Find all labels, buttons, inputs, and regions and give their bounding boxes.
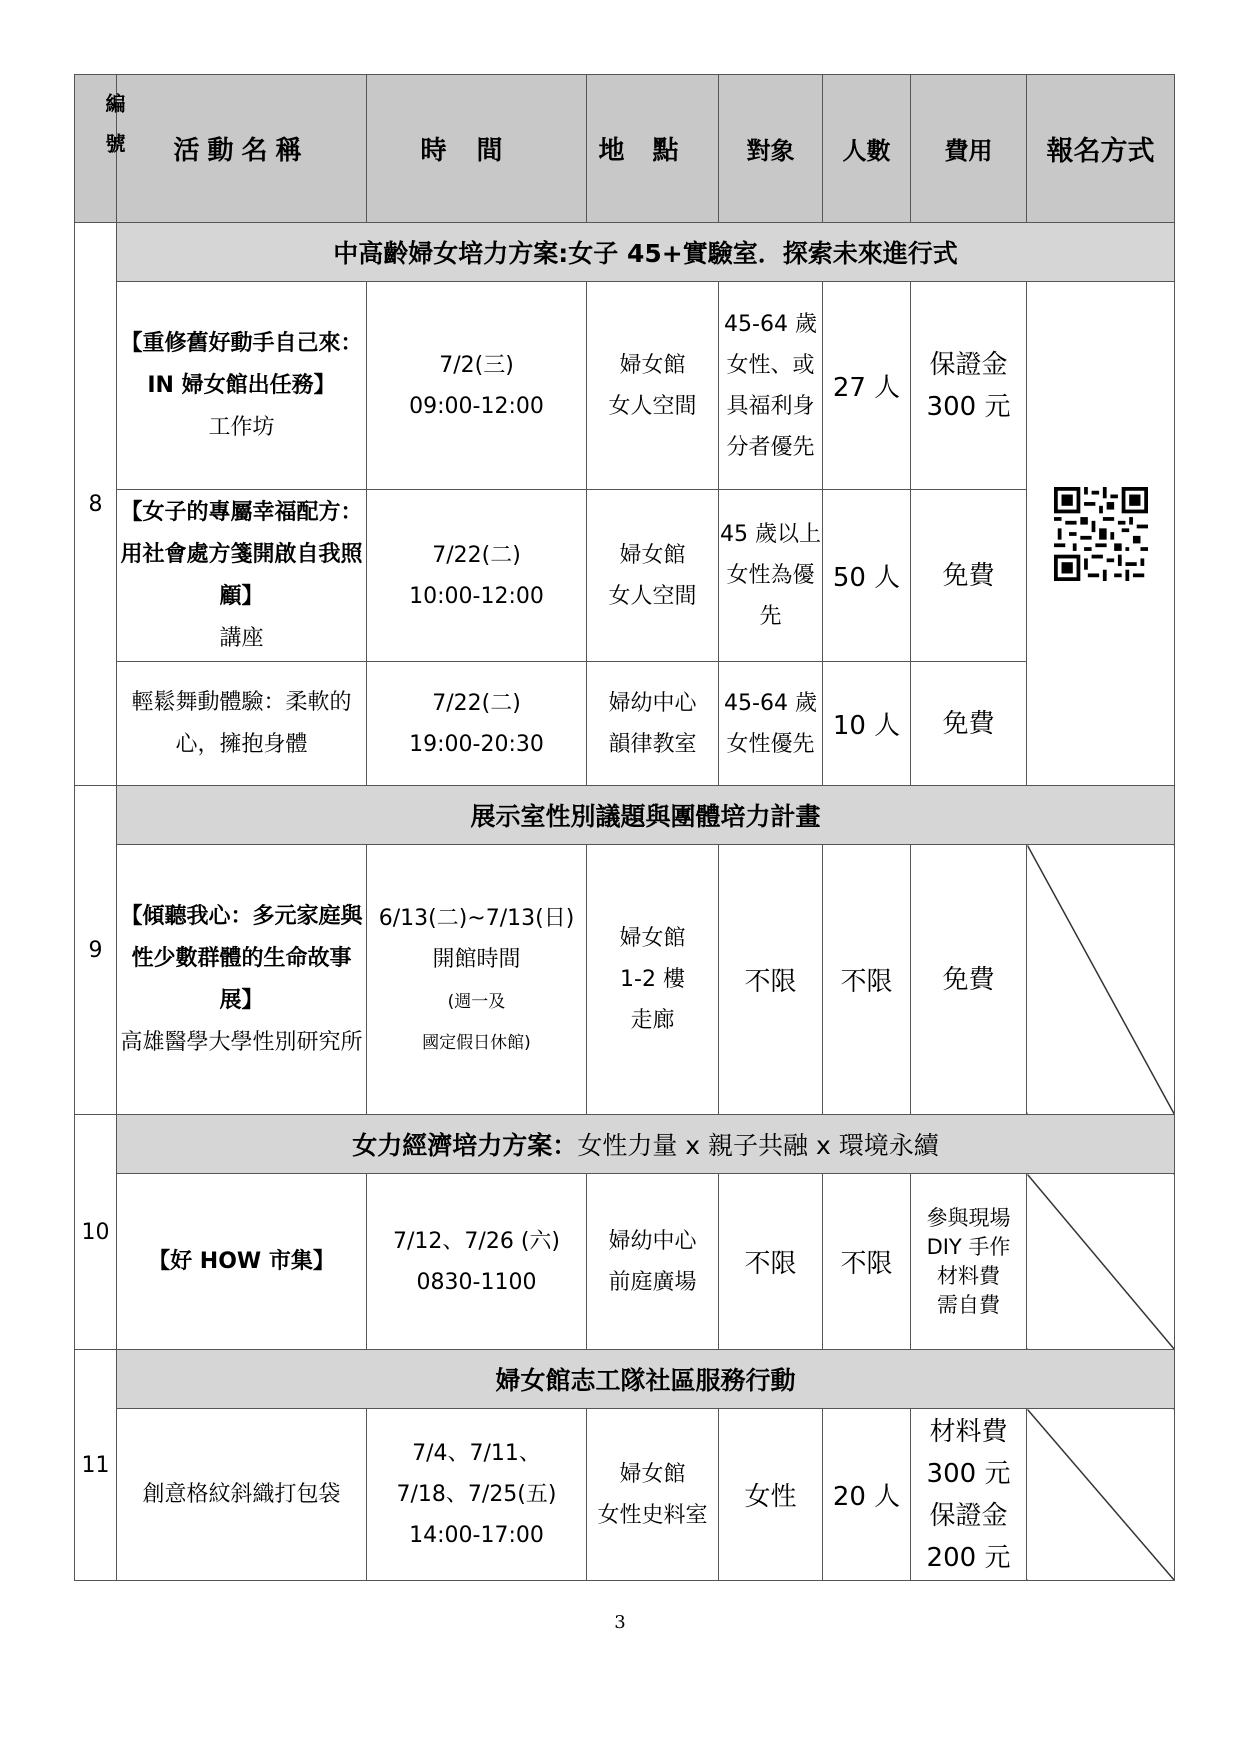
activity-time: 7/4、7/11、 7/18、7/25(五) 14:00-17:00 [367, 1409, 587, 1581]
activity-count: 10 人 [823, 662, 911, 786]
activity-target: 不限 [719, 1174, 823, 1350]
activity-count: 不限 [823, 845, 911, 1115]
qr-code-icon[interactable] [1054, 487, 1148, 581]
activity-name: 【女子的專屬幸福配方：用社會處方箋開啟自我照顧】 講座 [117, 490, 367, 662]
table-row [75, 845, 1175, 1115]
signup-cell-empty [1027, 1409, 1175, 1581]
activity-place: 婦女館 女人空間 [587, 490, 719, 662]
activity-name: 【重修舊好動手自己來：IN 婦女館出任務】 工作坊 [117, 282, 367, 490]
header-count: 人數 [823, 75, 911, 223]
section-title: 女力經濟培力方案：女性力量 x 親子共融 x 環境永續 [117, 1115, 1175, 1174]
activity-count: 20 人 [823, 1409, 911, 1581]
activity-count: 27 人 [823, 282, 911, 490]
section-title: 婦女館志工隊社區服務行動 [117, 1350, 1175, 1409]
section-title-row [75, 223, 1175, 282]
section-title-row [75, 786, 1175, 845]
activity-place: 婦女館 女人空間 [587, 282, 719, 490]
header-signup: 報名方式 [1027, 75, 1175, 223]
activity-count: 50 人 [823, 490, 911, 662]
signup-cell-empty [1027, 845, 1175, 1115]
activity-fee: 免費 [911, 845, 1027, 1115]
activity-fee: 材料費 300 元 保證金 200 元 [911, 1409, 1027, 1581]
activity-target: 不限 [719, 845, 823, 1115]
section-title-row [75, 1115, 1175, 1174]
header-target: 對象 [719, 75, 823, 223]
activity-name: 創意格紋斜織打包袋 [117, 1409, 367, 1581]
activity-name: 【傾聽我心：多元家庭與性少數群體的生命故事展】 高雄醫學大學性別研究所 [117, 845, 367, 1115]
activity-time: 7/2(三) 09:00-12:00 [367, 282, 587, 490]
page-number: 3 [614, 1612, 626, 1633]
activity-fee: 免費 [911, 490, 1027, 662]
table-row [75, 662, 1175, 786]
header-place: 地點 [587, 75, 719, 223]
activity-place: 婦女館 女性史料室 [587, 1409, 719, 1581]
header-name: 活動名稱 [117, 75, 367, 223]
header-time: 時間 [367, 75, 587, 223]
activity-fee: 保證金 300 元 [911, 282, 1027, 490]
section-title-row [75, 1350, 1175, 1409]
row-number: 9 [75, 786, 117, 1115]
activity-target: 45-64 歲女性優先 [719, 662, 823, 786]
activity-time: 7/22(二) 19:00-20:30 [367, 662, 587, 786]
section-title: 展示室性別議題與團體培力計畫 [117, 786, 1175, 845]
activity-target: 45 歲以上女性為優先 [719, 490, 823, 662]
activity-schedule-table [74, 74, 1175, 1581]
header-num: 編號 [75, 75, 117, 223]
activity-place: 婦幼中心 韻律教室 [587, 662, 719, 786]
section-title: 中高齡婦女培力方案:女子 45+實驗室．探索未來進行式 [117, 223, 1175, 282]
activity-time: 6/13(二)~7/13(日) 開館時間 (週一及 國定假日休館) [367, 845, 587, 1115]
table-row [75, 1409, 1175, 1581]
activity-fee: 參與現場 DIY 手作 材料費 需自費 [911, 1174, 1027, 1350]
header-row [75, 75, 1175, 223]
activity-target: 女性 [719, 1409, 823, 1581]
signup-cell [1027, 282, 1175, 786]
row-number: 11 [75, 1350, 117, 1581]
activity-time: 7/22(二) 10:00-12:00 [367, 490, 587, 662]
activity-fee: 免費 [911, 662, 1027, 786]
activity-count: 不限 [823, 1174, 911, 1350]
activity-name: 【好 HOW 市集】 [117, 1174, 367, 1350]
table-row [75, 1174, 1175, 1350]
header-fee: 費用 [911, 75, 1027, 223]
table-row [75, 282, 1175, 490]
row-number: 10 [75, 1115, 117, 1350]
activity-place: 婦幼中心 前庭廣場 [587, 1174, 719, 1350]
activity-time: 7/12、7/26 (六) 0830-1100 [367, 1174, 587, 1350]
activity-place: 婦女館 1-2 樓 走廊 [587, 845, 719, 1115]
signup-cell-empty [1027, 1174, 1175, 1350]
row-number: 8 [75, 223, 117, 786]
table-row [75, 490, 1175, 662]
activity-name: 輕鬆舞動體驗：柔軟的心，擁抱身體 [117, 662, 367, 786]
activity-target: 45-64 歲女性、或具福利身分者優先 [719, 282, 823, 490]
